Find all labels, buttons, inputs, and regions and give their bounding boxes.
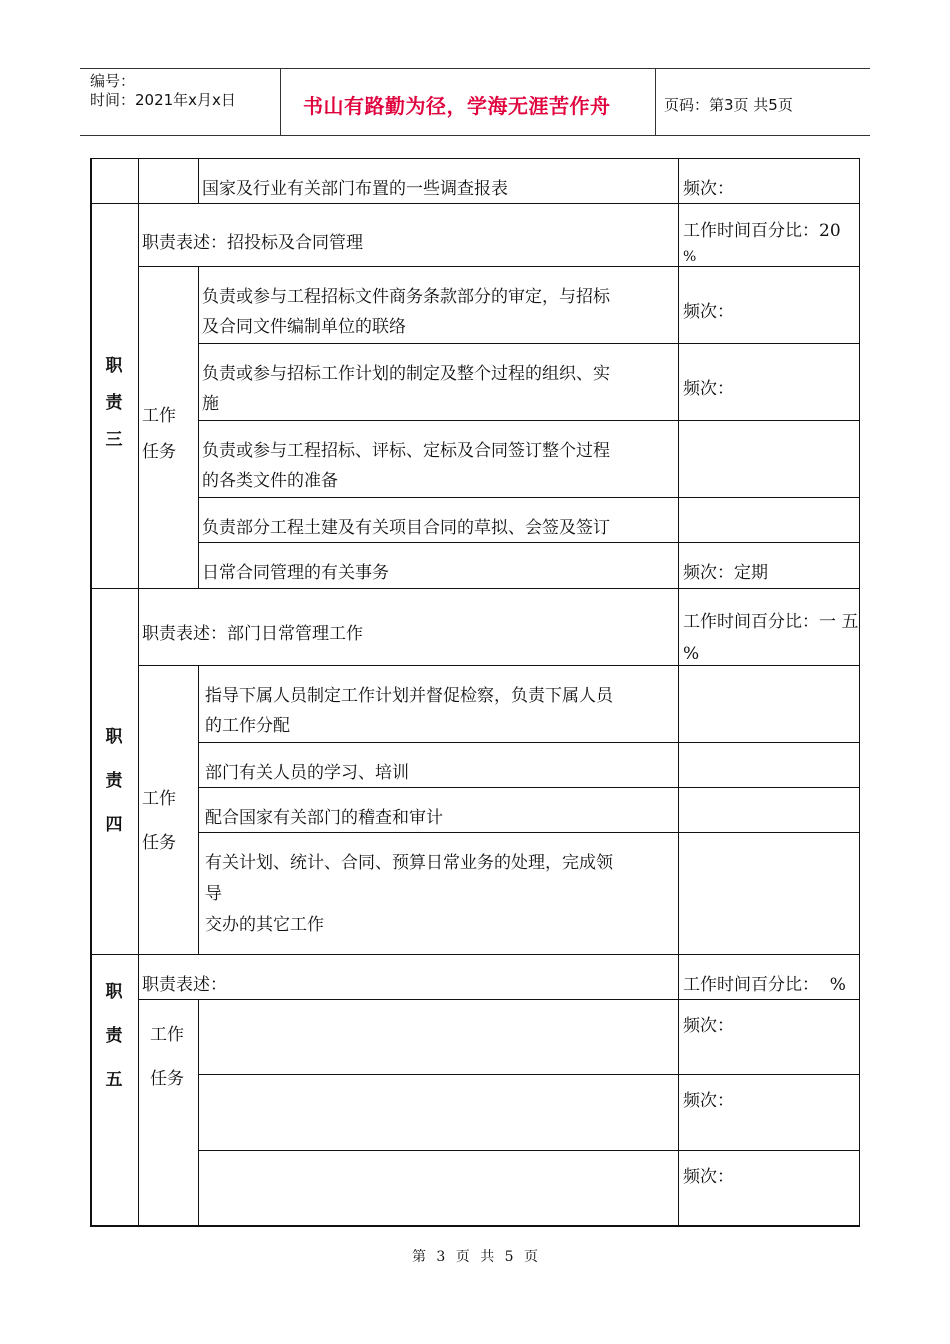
rule-d3-t3 — [198, 497, 860, 498]
duty5-label-char3: 五 — [105, 1070, 123, 1090]
page-footer: 第 3 页 共 5 页 — [411, 1249, 539, 1265]
duty5-label — [90, 970, 138, 1102]
duty3-task-5: 日常合同管理的有关事务 — [202, 563, 389, 583]
table-border-top — [90, 158, 860, 159]
duty3-label — [90, 348, 138, 459]
rule-d4-end — [90, 954, 860, 955]
duty3-task-1-freq: 频次： — [683, 302, 734, 322]
rule-d5-t1 — [198, 1074, 860, 1075]
duty3-percent-line2: % — [683, 249, 697, 265]
duty3-task-1 — [202, 282, 610, 342]
header-top-rule — [80, 68, 870, 69]
doc-date-label: 时间：2021年x月x日 — [90, 91, 236, 109]
rule-d5-t2 — [198, 1150, 860, 1151]
duty4-task-4-line2: 导 — [205, 884, 222, 904]
duty4-label — [90, 715, 138, 847]
duty3-task-3-line2: 的各类文件的准备 — [202, 471, 338, 491]
duty4-label-char1: 职 — [105, 727, 123, 747]
label-column-rule — [138, 158, 139, 1226]
duty3-percent-line1: 工作时间百分比：20 — [683, 221, 841, 241]
duty4-task-1-line1: 指导下属人员制定工作计划并督促检察，负责下属人员 — [205, 686, 613, 706]
duty3-task-2-line2: 施 — [202, 394, 219, 414]
duty3-task-3-line1: 负责或参与工程招标、评标、定标及合同签订整个过程 — [202, 441, 610, 461]
doc-code-label: 编号： — [90, 72, 136, 90]
duty4-task-3: 配合国家有关部门的稽查和审计 — [205, 808, 443, 828]
duty5-description: 职责表述： — [142, 975, 227, 995]
top-task-text: 国家及行业有关部门布置的一些调查报表 — [202, 179, 508, 199]
duty3-task-4: 负责部分工程土建及有关项目合同的草拟、会签及签订 — [202, 518, 610, 538]
rule-d3-t1 — [198, 343, 860, 344]
duty3-label-char2: 责 — [105, 393, 123, 413]
duty3-task-label-line1: 工作 — [142, 406, 176, 426]
duty3-label-char3: 三 — [105, 430, 123, 450]
right-column-rule — [678, 158, 679, 1226]
duty5-freq-3: 频次： — [683, 1167, 734, 1187]
duty3-task-3 — [202, 436, 610, 496]
duty-table — [90, 158, 860, 1226]
duty5-percent: 工作时间百分比： % — [683, 975, 846, 995]
duty4-percent-line2: 五 % — [683, 612, 859, 664]
duty3-task-label-line2: 任务 — [142, 442, 176, 462]
duty4-task-1-line2: 的工作分配 — [205, 716, 290, 736]
duty5-task-label — [150, 1013, 210, 1101]
duty4-task-4 — [205, 848, 613, 941]
duty4-task-4-line1: 有关计划、统计、合同、预算日常业务的处理，完成领 — [205, 853, 613, 873]
duty3-percent — [683, 218, 841, 270]
rule-d3-end — [90, 588, 860, 589]
duty3-description: 职责表述：招投标及合同管理 — [142, 233, 363, 253]
duty3-task-1-line2: 及合同文件编制单位的联络 — [202, 317, 406, 337]
duty4-task-label-line1: 工作 — [142, 789, 176, 809]
duty5-task-label-line1: 工作 — [150, 1025, 184, 1045]
table-border-bottom — [90, 1225, 860, 1227]
duty5-label-char2: 责 — [105, 1026, 123, 1046]
duty5-task-label-line2: 任务 — [150, 1069, 184, 1089]
duty4-percent — [683, 606, 860, 670]
duty5-freq-2: 频次： — [683, 1091, 734, 1111]
header-motto: 书山有路勤为径，学海无涯苦作舟 — [303, 94, 611, 118]
duty3-task-2-line1: 负责或参与招标工作计划的制定及整个过程的组织、实 — [202, 364, 610, 384]
duty4-task-label — [142, 777, 202, 865]
duty4-label-char3: 四 — [105, 815, 123, 835]
header-divider-right — [655, 68, 656, 136]
duty4-task-4-line3: 交办的其它工作 — [205, 915, 324, 935]
duty5-freq-1: 频次： — [683, 1016, 734, 1036]
duty3-label-char1: 职 — [105, 356, 123, 376]
duty3-task-label — [142, 398, 202, 470]
page-info: 页码：第3页 共5页 — [664, 96, 793, 114]
duty4-task-label-line2: 任务 — [142, 833, 176, 853]
header-divider-left — [280, 68, 281, 136]
duty3-task-2 — [202, 359, 610, 419]
duty3-task-1-line1: 负责或参与工程招标文件商务条款部分的审定，与招标 — [202, 287, 610, 307]
duty3-task-5-freq: 频次：定期 — [683, 563, 768, 583]
duty4-task-1 — [205, 681, 613, 741]
duty4-description: 职责表述：部门日常管理工作 — [142, 624, 363, 644]
top-task-freq: 频次： — [683, 179, 734, 199]
duty4-label-char2: 责 — [105, 771, 123, 791]
table-border-right — [859, 158, 860, 1227]
rule-d4-t1 — [198, 742, 860, 743]
duty4-task-2: 部门有关人员的学习、培训 — [205, 763, 409, 783]
duty5-label-char1: 职 — [105, 982, 123, 1002]
task-column-rule-top — [198, 158, 199, 203]
duty4-percent-line1: 工作时间百分比：一 — [683, 612, 836, 632]
rule-d3-t2 — [198, 420, 860, 421]
duty3-task-2-freq: 频次： — [683, 379, 734, 399]
header-bottom-rule — [80, 135, 870, 136]
